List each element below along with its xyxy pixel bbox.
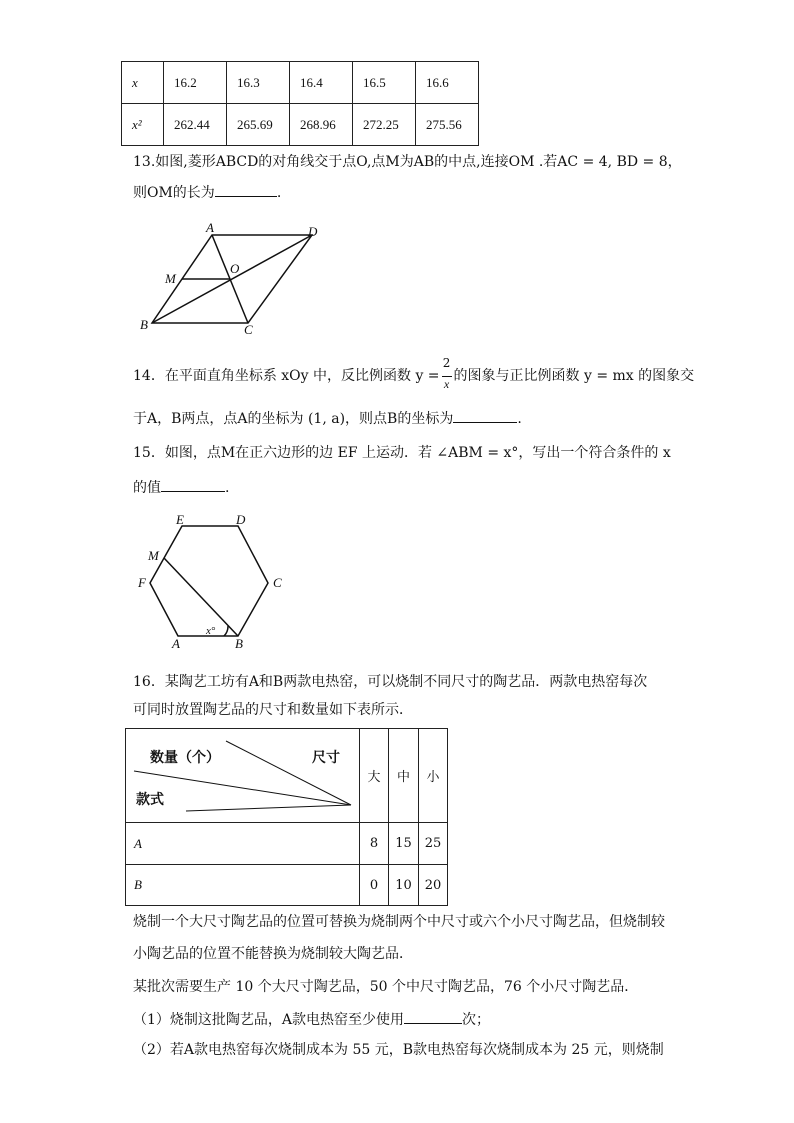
q14-prefix: 14．在平面直角坐标系 xOy 中，反比例函数 y = xyxy=(133,368,440,384)
fraction-numerator: 2 xyxy=(442,356,451,370)
point-label-f: F xyxy=(138,575,146,590)
header-col-large: 大 xyxy=(359,728,389,823)
table-cell: 10 xyxy=(388,864,419,906)
q15-text-line2 xyxy=(133,477,229,498)
header-quantity: 数量（个） xyxy=(150,750,220,766)
table-cell: x² xyxy=(122,104,164,146)
point-label-a: A xyxy=(206,220,214,235)
q15-text-line1: 15．如图，点M在正六边形的边 EF 上运动．若 ∠ABM = x°，写出一个符合条件的 x xyxy=(133,445,671,461)
q16-sub1-suffix: 次； xyxy=(462,1012,491,1028)
table-cell: x xyxy=(122,62,164,104)
q15-prefix: 的值 xyxy=(133,480,161,496)
header-size: 尺寸 xyxy=(312,750,340,766)
table-cell: 25 xyxy=(418,822,448,865)
table-row xyxy=(122,62,479,104)
table-row xyxy=(122,104,479,146)
q13-prefix: 则OM的长为 xyxy=(133,185,215,201)
q14-text-line1 xyxy=(133,356,695,391)
table-cell: 16.6 xyxy=(416,62,479,104)
q13-text-line2 xyxy=(133,182,281,203)
row-label-a: A xyxy=(125,822,360,865)
table-cell: 20 xyxy=(418,864,448,906)
table-header-diagonal-cell xyxy=(125,728,360,823)
point-label-m: M xyxy=(165,271,176,286)
q16-text-line2: 可同时放置陶艺品的尺寸和数量如下表所示． xyxy=(133,702,413,718)
hexagon-figure xyxy=(132,510,292,652)
q14-prefix2: 于A，B两点，点A的坐标为 (1, a)，则点B的坐标为 xyxy=(133,411,454,427)
q15-suffix: . xyxy=(225,480,230,496)
q14-suffix2: . xyxy=(517,411,522,427)
hexagon-outline xyxy=(150,526,268,636)
table-cell: 16.5 xyxy=(353,62,416,104)
kiln-capacity-table xyxy=(125,728,448,906)
table-cell: 0 xyxy=(359,864,389,906)
table-cell: 275.56 xyxy=(416,104,479,146)
angle-label: x° xyxy=(206,625,216,637)
point-label-d: D xyxy=(236,512,246,527)
point-label-a: A xyxy=(172,636,180,651)
header-col-small: 小 xyxy=(418,728,448,823)
diagonal-bd xyxy=(152,235,312,323)
diagonal-line-bottom xyxy=(186,805,351,811)
point-label-c: C xyxy=(273,575,282,590)
answer-blank xyxy=(161,477,225,492)
point-label-e: E xyxy=(176,512,184,527)
table-cell: 16.4 xyxy=(290,62,353,104)
point-label-d: D xyxy=(308,224,318,239)
header-type: 款式 xyxy=(136,792,164,808)
answer-blank xyxy=(453,408,517,423)
table-cell: 16.3 xyxy=(227,62,290,104)
table-cell: 16.2 xyxy=(164,62,227,104)
x-squared-table xyxy=(121,61,479,146)
table-cell: 268.96 xyxy=(290,104,353,146)
fraction-denominator: x xyxy=(443,377,450,391)
q16-sub1 xyxy=(133,1009,490,1030)
point-label-b: B xyxy=(140,317,148,332)
q16-sub1-prefix: （1）烧制这批陶艺品，A款电热窑至少使用 xyxy=(133,1012,405,1028)
rhombus-figure xyxy=(130,220,330,340)
answer-blank xyxy=(215,182,277,197)
q16-text-line1: 16．某陶艺工坊有A和B两款电热窑，可以烧制不同尺寸的陶艺品．两款电热窑每次 xyxy=(133,674,648,690)
q14-text-line2 xyxy=(133,408,522,429)
row-label-b: B xyxy=(125,864,360,906)
table-cell: 15 xyxy=(388,822,419,865)
table-cell: 272.25 xyxy=(353,104,416,146)
q16-sub2: （2）若A款电热窑每次烧制成本为 55 元，B款电热窑每次烧制成本为 25 元，则烧制 xyxy=(133,1042,664,1058)
q14-suffix: 的图象与正比例函数 y = mx 的图象交 xyxy=(453,368,695,384)
table-cell: 8 xyxy=(359,822,389,865)
q16-para2: 某批次需要生产 10 个大尺寸陶艺品，50 个中尺寸陶艺品，76 个小尺寸陶艺品． xyxy=(133,979,639,995)
fraction-2-over-x xyxy=(440,356,454,391)
angle-arc xyxy=(224,626,228,636)
point-label-b: B xyxy=(235,636,243,651)
table-cell: 262.44 xyxy=(164,104,227,146)
diagonal-lines xyxy=(126,729,361,824)
q13-suffix: . xyxy=(276,185,282,201)
header-col-medium: 中 xyxy=(388,728,419,823)
q13-text-line1: 13.如图,菱形ABCD的对角线交于点O,点M为AB的中点,连接OM .若AC = 4, BD = 8， xyxy=(133,154,682,170)
answer-blank xyxy=(404,1009,462,1024)
point-label-m: M xyxy=(148,548,159,563)
point-label-c: C xyxy=(244,322,253,337)
q16-para1-line2: 小陶艺品的位置不能替换为烧制较大陶艺品． xyxy=(133,946,413,962)
point-label-o: O xyxy=(230,261,240,276)
q16-para1-line1: 烧制一个大尺寸陶艺品的位置可替换为烧制两个中尺寸或六个小尺寸陶艺品，但烧制较 xyxy=(133,914,665,930)
segment-bm xyxy=(164,558,238,636)
table-cell: 265.69 xyxy=(227,104,290,146)
